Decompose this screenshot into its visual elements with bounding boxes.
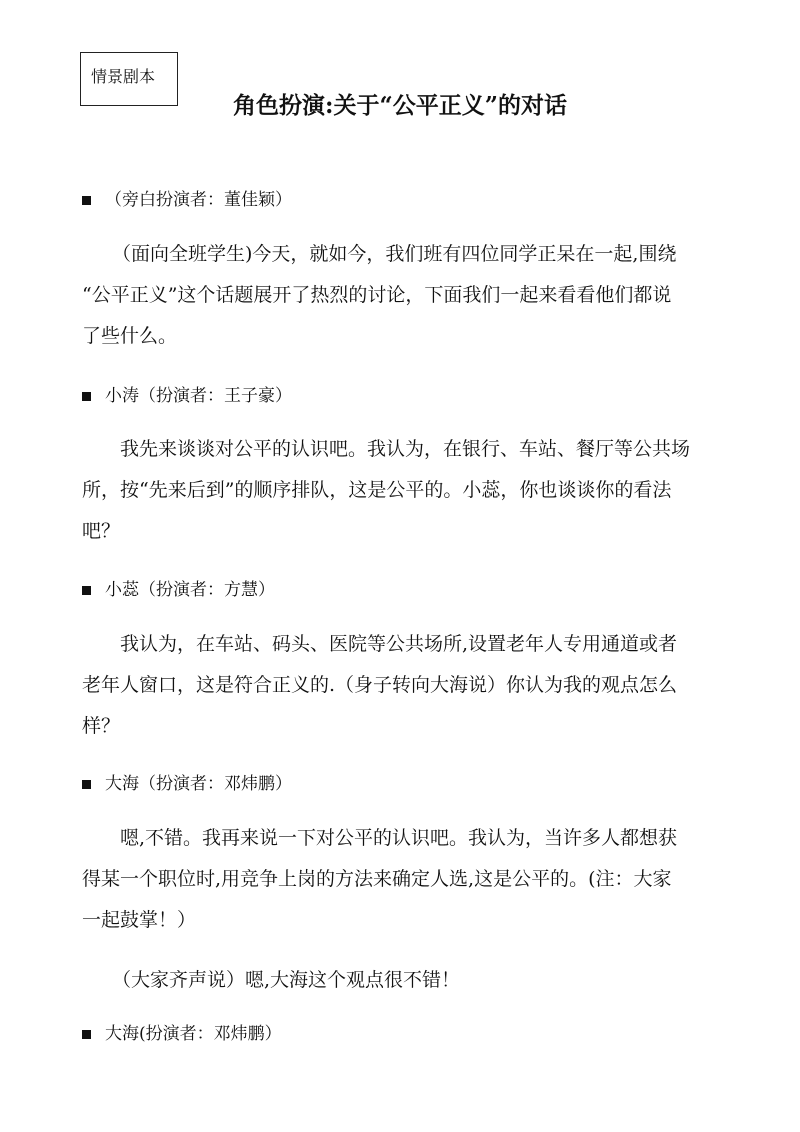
speaker-label: 大海(扮演者：邓炜鹏） <box>105 1024 282 1044</box>
speaker-dahai <box>82 772 292 796</box>
speaker-label: （旁白扮演者：董佳颖） <box>105 190 292 210</box>
dialogue-paragraph <box>82 624 722 747</box>
square-bullet-icon <box>82 1030 91 1039</box>
square-bullet-icon <box>82 780 91 789</box>
dialogue-paragraph <box>82 818 722 941</box>
dialogue-line: 嗯,不错。我再来说一下对公平的认识吧。我认为，当许多人都想获 <box>120 827 678 849</box>
square-bullet-icon <box>82 392 91 401</box>
dialogue-line: 一起鼓掌！） <box>82 909 197 931</box>
dialogue-line: 我认为，在车站、码头、医院等公共场所,设置老年人专用通道或者 <box>120 633 678 655</box>
speaker-label: 大海（扮演者：邓炜鹏） <box>105 774 292 794</box>
speaker-label: 小蕊（扮演者：方慧） <box>105 580 275 600</box>
speaker-label: 小涛（扮演者：王子豪） <box>105 386 292 406</box>
dialogue-line: 样？ <box>82 715 121 737</box>
dialogue-line: （大家齐声说）嗯,大海这个观点很不错！ <box>112 969 461 991</box>
dialogue-line: 了些什么。 <box>82 325 178 347</box>
square-bullet-icon <box>82 196 91 205</box>
dialogue-paragraph <box>82 960 722 1001</box>
speaker-xiaorui <box>82 578 275 602</box>
dialogue-line: 吧？ <box>82 520 121 542</box>
dialogue-paragraph <box>82 429 722 552</box>
dialogue-line: （面向全班学生)今天，就如今，我们班有四位同学正呆在一起,围绕 <box>112 243 677 265</box>
square-bullet-icon <box>82 586 91 595</box>
dialogue-line: 得某一个职位时,用竞争上岗的方法来确定人选,这是公平的。(注：大家 <box>82 868 672 890</box>
dialogue-line: 我先来谈谈对公平的认识吧。我认为，在银行、车站、餐厅等公共场 <box>120 438 691 460</box>
dialogue-line: 老年人窗口，这是符合正义的.（身子转向大海说）你认为我的观点怎么 <box>82 674 678 696</box>
dialogue-line: “公平正义”这个话题展开了热烈的讨论，下面我们一起来看看他们都说 <box>82 284 672 306</box>
speaker-narrator <box>82 188 292 212</box>
script-type-badge: 情景剧本 <box>80 52 178 106</box>
speaker-dahai-2 <box>82 1022 282 1046</box>
speaker-xiaotao <box>82 384 292 408</box>
dialogue-line: 所，按“先来后到”的顺序排队，这是公平的。小蕊，你也谈谈你的看法 <box>82 479 672 501</box>
dialogue-paragraph <box>82 234 722 357</box>
page-title: 角色扮演:关于“公平正义”的对话 <box>233 92 567 119</box>
